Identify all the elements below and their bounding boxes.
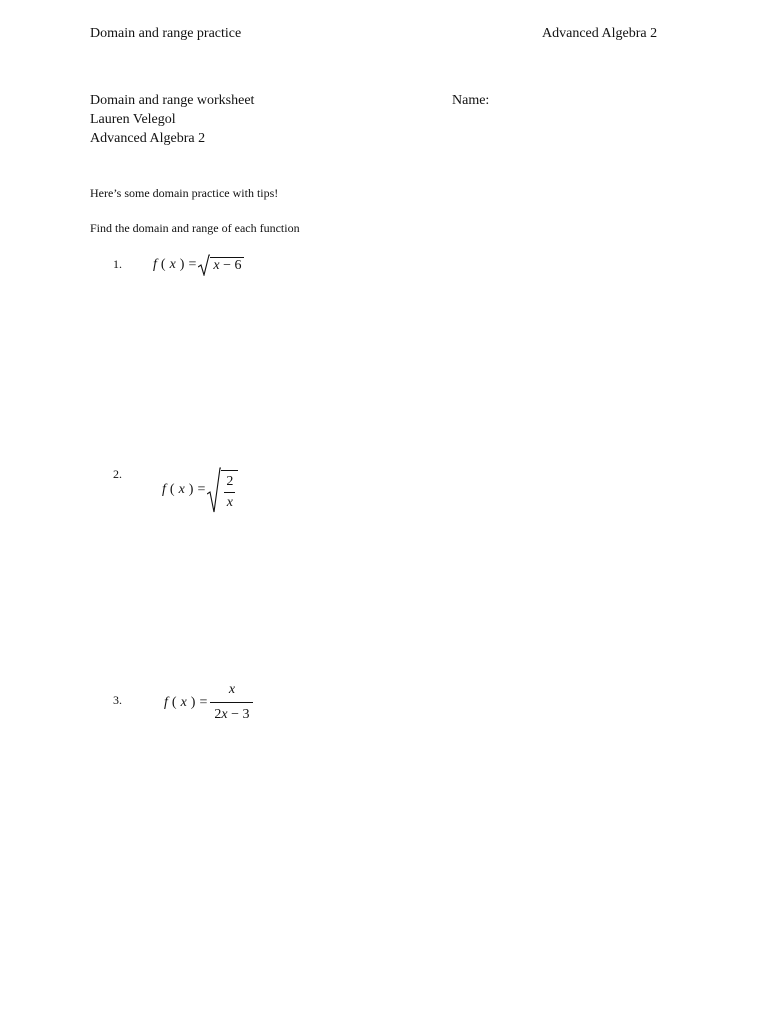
fraction [210,682,253,723]
numerator: x [228,682,236,697]
course-name: Advanced Algebra 2 [90,131,206,146]
function-variable: x [180,694,187,710]
denominator: x [226,494,233,510]
function-f: f [162,482,166,497]
name-label: Name: [452,93,490,108]
header-right-course: Advanced Algebra 2 [542,26,658,41]
problem-2-number: 2. [113,467,122,481]
fraction [224,474,235,511]
header-left-title: Domain and range practice [90,26,242,41]
square-root [196,254,244,276]
problem-3-number: 3. [113,693,122,707]
worksheet-title: Domain and range worksheet [90,93,255,108]
radicand: x − 6 [210,257,244,274]
problem-1-number: 1. [113,257,122,271]
intro-text: Here’s some domain practice with tips! [90,186,279,200]
problem-3-equation: f ( x ) = $\frac{x}{2x - 3}$ [164,682,253,723]
denominator: 2x − 3 [214,707,250,722]
radical-sign-icon [207,467,221,513]
instructions-text: Find the domain and range of each function [90,221,300,235]
function-f: f [164,694,168,710]
function-variable: x [169,257,176,272]
equals-sign: = [199,694,208,710]
problem-2-equation: f ( x ) = $\frac{2}{x}$ [162,467,238,513]
radicand [221,470,238,511]
function-f: f [153,257,157,272]
radical-sign-icon [198,254,210,276]
equals-sign: = [188,257,197,272]
numerator: 2 [226,473,234,489]
equals-sign: = [197,482,206,497]
problem-1-equation: f ( x ) = x − 6 [153,254,244,276]
function-variable: x [178,482,185,497]
square-root [205,467,238,513]
author-name: Lauren Velegol [90,112,176,127]
